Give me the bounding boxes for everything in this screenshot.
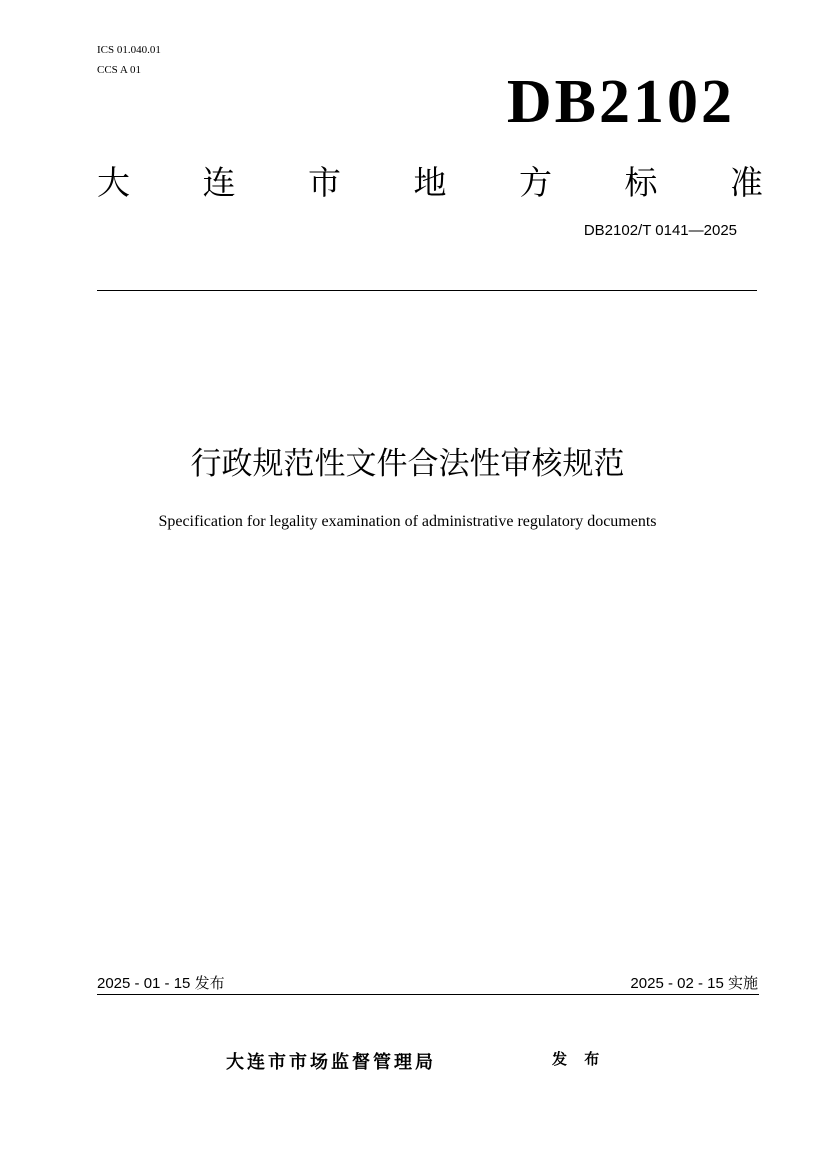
- ics-code: ICS 01.040.01: [97, 44, 161, 56]
- title-english: Specification for legality examination of administrative regulatory documents: [158, 513, 657, 530]
- standard-type-char: 连: [202, 162, 236, 202]
- title-chinese: 行政规范性文件合法性审核规范: [190, 446, 625, 482]
- ccs-code: CCS A 01: [97, 64, 142, 76]
- standard-type-char: 准: [730, 162, 763, 202]
- standard-type: [97, 158, 763, 202]
- date-divider: [97, 994, 759, 995]
- standard-type-char: 方: [519, 162, 552, 202]
- standard-type-char: 市: [308, 162, 341, 202]
- standard-type-char: 大: [97, 162, 130, 202]
- standard-number: DB2102/T 0141—2025: [583, 222, 737, 239]
- standard-type-char: 标: [624, 162, 658, 202]
- standard-type-char: 地: [413, 162, 447, 202]
- standard-code: DB2102: [506, 68, 735, 136]
- header-divider: [97, 290, 757, 291]
- publish-label: 发 布: [552, 1050, 606, 1068]
- publisher-name: 大连市市场监督管理局: [226, 1052, 436, 1073]
- implementation-date: 2025 - 02 - 15 实施: [630, 975, 758, 992]
- issue-date: 2025 - 01 - 15 发布: [97, 975, 225, 992]
